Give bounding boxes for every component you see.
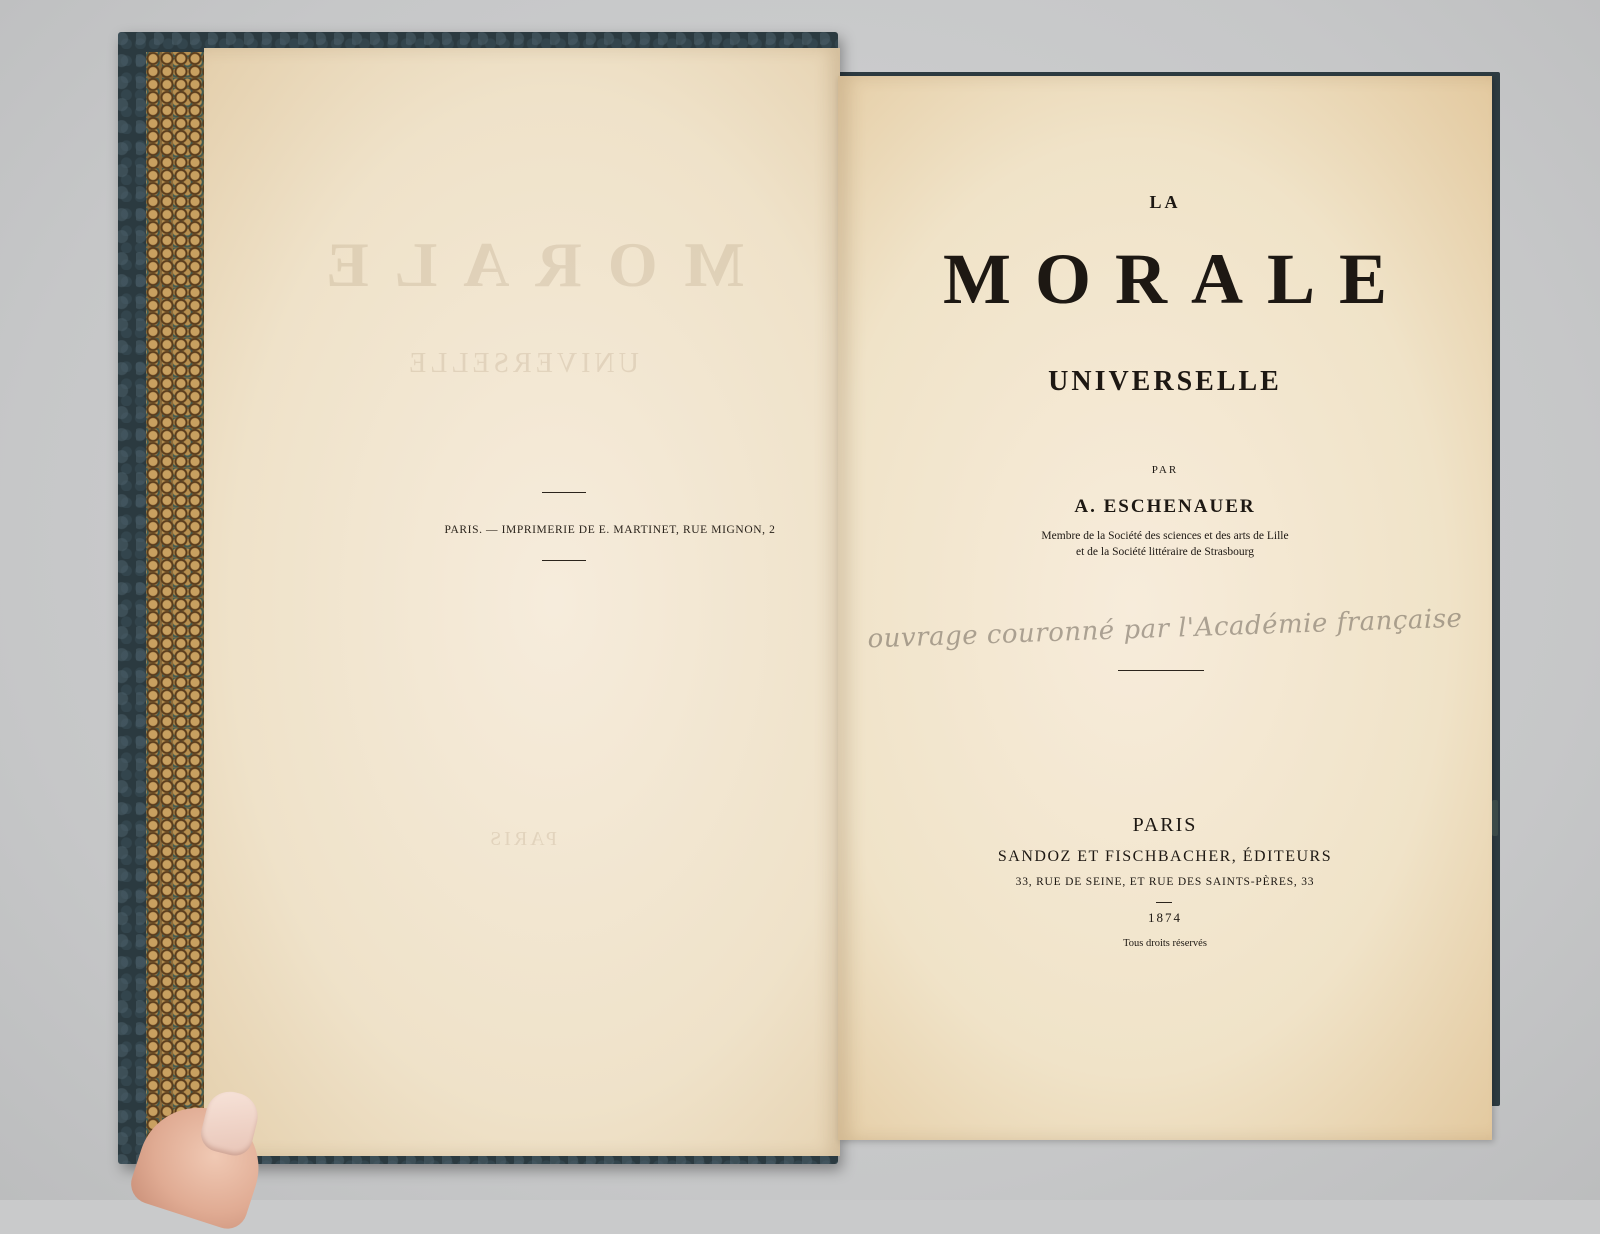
publisher-name: SANDOZ ET FISCHBACHER, ÉDITEURS — [997, 848, 1333, 865]
by-label: PAR — [1151, 464, 1179, 476]
book-subtitle: UNIVERSELLE — [1048, 366, 1282, 397]
title-page — [838, 76, 1492, 1140]
show-through-subtitle: UNIVERSELLE — [405, 348, 639, 379]
printer-imprint: PARIS. — IMPRIMERIE DE E. MARTINET, RUE MIGNON, 2 — [444, 524, 776, 536]
affiliation-line-1: Membre de la Société des sciences et des arts de Lille — [1041, 530, 1289, 542]
rights-notice: Tous droits réservés — [1123, 938, 1207, 949]
affiliation-line-2: et de la Société littéraire de Strasbourg — [1076, 546, 1254, 558]
publication-city: PARIS — [1132, 814, 1198, 836]
handwritten-inscription: ouvrage couronné par l'Académie française — [867, 603, 1463, 655]
title-article: LA — [1149, 192, 1181, 212]
publication-year: 1874 — [1148, 910, 1182, 925]
imprint-rule-top — [542, 492, 586, 493]
binding-tab — [1492, 800, 1498, 836]
show-through-city: PARIS — [487, 828, 557, 850]
author-name: A. ESCHENAUER — [1074, 496, 1256, 517]
marbled-endpaper — [146, 52, 205, 1152]
title-page-rule — [1118, 670, 1204, 671]
book-title: MORALE — [943, 239, 1411, 319]
year-rule — [1156, 902, 1172, 903]
left-page — [204, 48, 840, 1156]
author-affiliations — [838, 528, 1492, 560]
imprint-rule-bottom — [542, 560, 586, 561]
publisher-address: 33, RUE DE SEINE, ET RUE DES SAINTS-PÈRES, 33 — [1015, 876, 1315, 888]
show-through-title: MORALE — [300, 229, 744, 300]
